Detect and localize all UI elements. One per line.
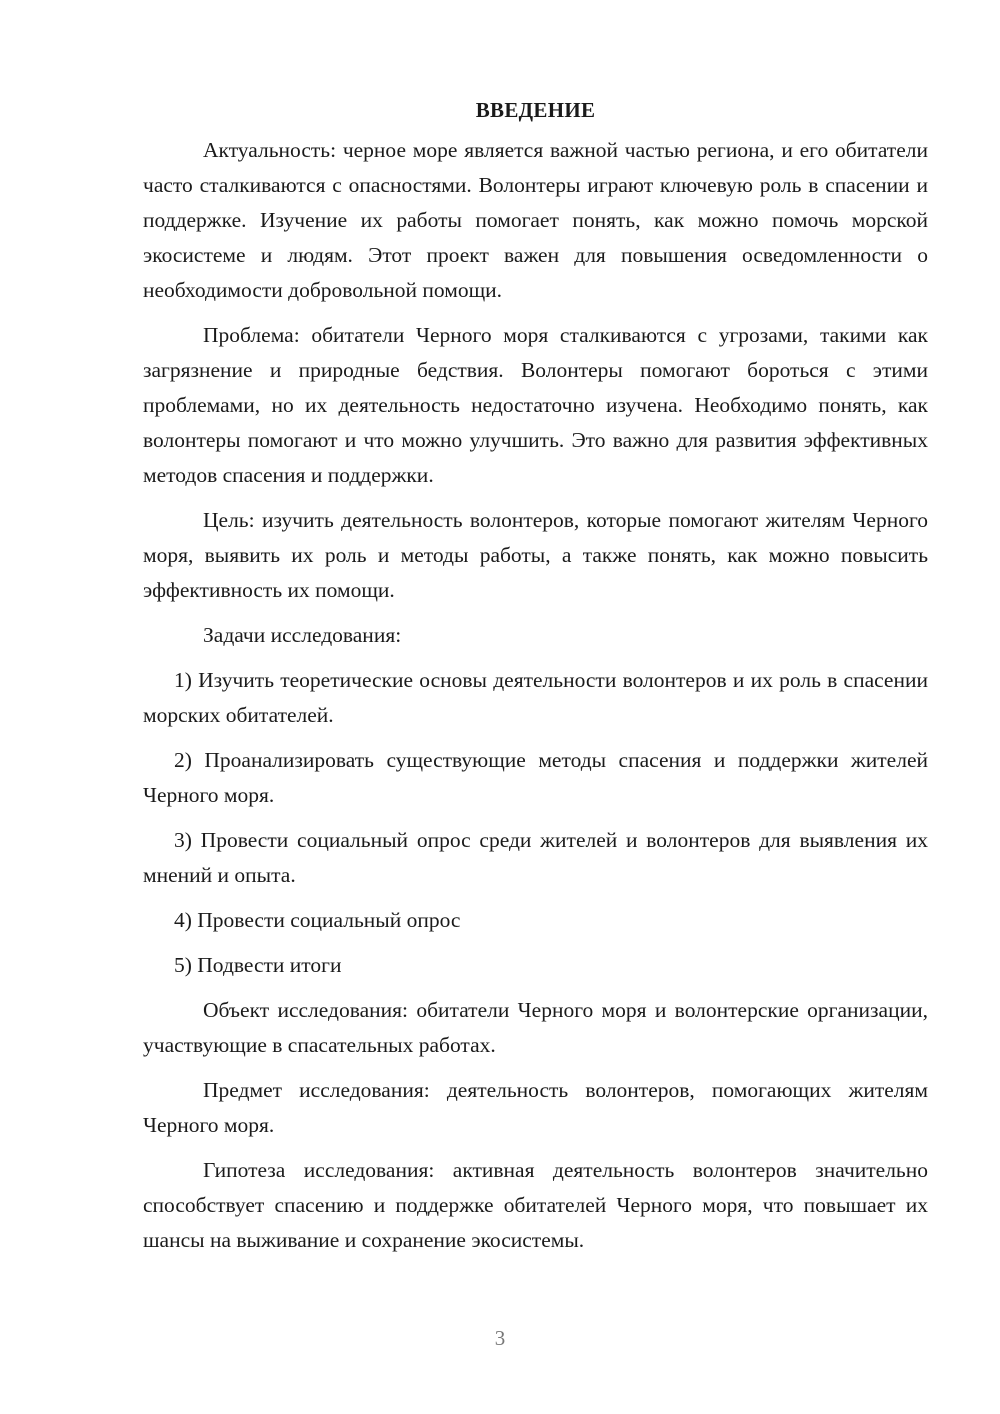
paragraph-problem: Проблема: обитатели Черного моря сталкиваются с угрозами, такими как загрязнение и природные бедствия. Волонтеры помогают бороться с этими проблемами, но их деятельность недостаточно изучена. Необходимо понять, как волонтеры помогают и что можно улучшить. Это важно для развития эффективных методов спасения и поддержки. xyxy=(143,323,928,487)
task-item-1: 1) Изучить теоретические основы деятельности волонтеров и их роль в спасении морских обитателей. xyxy=(143,668,928,727)
paragraph-object: Объект исследования: обитатели Черного моря и волонтерские организации, участвующие в спасательных работах. xyxy=(143,998,928,1057)
task-item-5: 5) Подвести итоги xyxy=(174,953,342,977)
paragraph-goal: Цель: изучить деятельность волонтеров, которые помогают жителям Черного моря, выявить их роль и методы работы, а также понять, как можно повысить эффективность их помощи. xyxy=(143,508,928,602)
paragraph-subject: Предмет исследования: деятельность волонтеров, помогающих жителям Черного моря. xyxy=(143,1078,928,1137)
task-item-2: 2) Проанализировать существующие методы спасения и поддержки жителей Черного моря. xyxy=(143,748,928,807)
tasks-heading: Задачи исследования: xyxy=(203,623,402,647)
paragraph-relevance: Актуальность: черное море является важной частью региона, и его обитатели часто сталкиваются с опасностями. Волонтеры играют ключевую роль в спасении и поддержке. Изучение их работы помогает понять, как можно помочь морской экосистеме и людям. Этот проект важен для повышения осведомленности о необходимости добровольной помощи. xyxy=(143,138,928,302)
task-item-3: 3) Провести социальный опрос среди жителей и волонтеров для выявления их мнений и опыта. xyxy=(143,828,928,887)
document-page xyxy=(143,94,928,1258)
page-title: ВВЕДЕНИЕ xyxy=(475,98,596,122)
page-number: 3 xyxy=(494,1326,506,1350)
paragraph-hypothesis: Гипотеза исследования: активная деятельность волонтеров значительно способствует спасению и поддержке обитателей Черного моря, что повышает их шансы на выживание и сохранение экосистемы. xyxy=(143,1158,928,1252)
task-item-4: 4) Провести социальный опрос xyxy=(174,908,461,932)
